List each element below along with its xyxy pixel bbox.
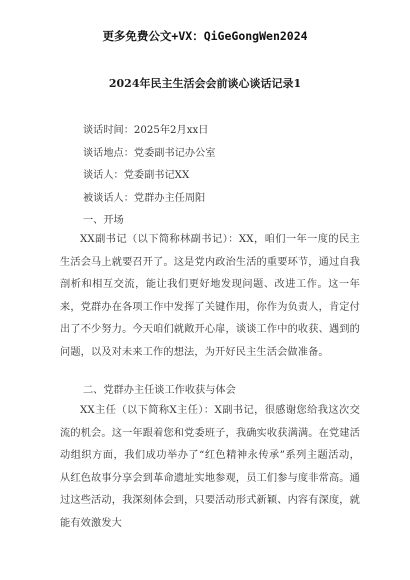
document-title: 2024年民主生活会会前谈心谈话记录1	[108, 77, 302, 90]
promo-banner: 更多免费公文+VX：QiGeGongWen2024	[102, 29, 308, 43]
meta-time: 谈话时间：2025年2月xx日	[83, 125, 209, 136]
meta-interviewer: 谈话人：党委副书记XX	[83, 170, 190, 181]
section-heading: 二、党群办主任谈工作收获与体会	[83, 385, 236, 396]
section-paragraph: XX主任（以下简称X主任）：X副书记，很感谢您给我这次交流的机会。这一年跟着您和党委班子，我确实收获满满。在党建活动组织方面，我们成功举办了“红色精神永传承”系列主题活动，从红色故事分享会到革命遗址实地参观，员工们参与度非常高。通过这些活动，我深刻体会到，只要活动形式新颖、内容有深度，就能有效激发大	[60, 405, 360, 529]
meta-interviewee: 被谈话人：党群办主任周阳	[83, 193, 206, 204]
section-heading: 一、开场	[83, 215, 124, 226]
meta-place: 谈话地点：党委副书记办公室	[83, 148, 216, 159]
section-paragraph: XX副书记（以下简称林副书记）：XX，咱们一年一度的民主生活会马上就要召开了。这是党内政治生活的重要环节，通过自我剖析和相互交流，能让我们更好地发现问题、改进工作。这一年来，党群办在各项工作中发挥了关键作用，你作为负责人，肯定付出了不少努力。今天咱们就敞开心扉，谈谈工作中的收获、遇到的问题，以及对未来工作的想法，为开好民主生活会做准备。	[60, 234, 360, 358]
